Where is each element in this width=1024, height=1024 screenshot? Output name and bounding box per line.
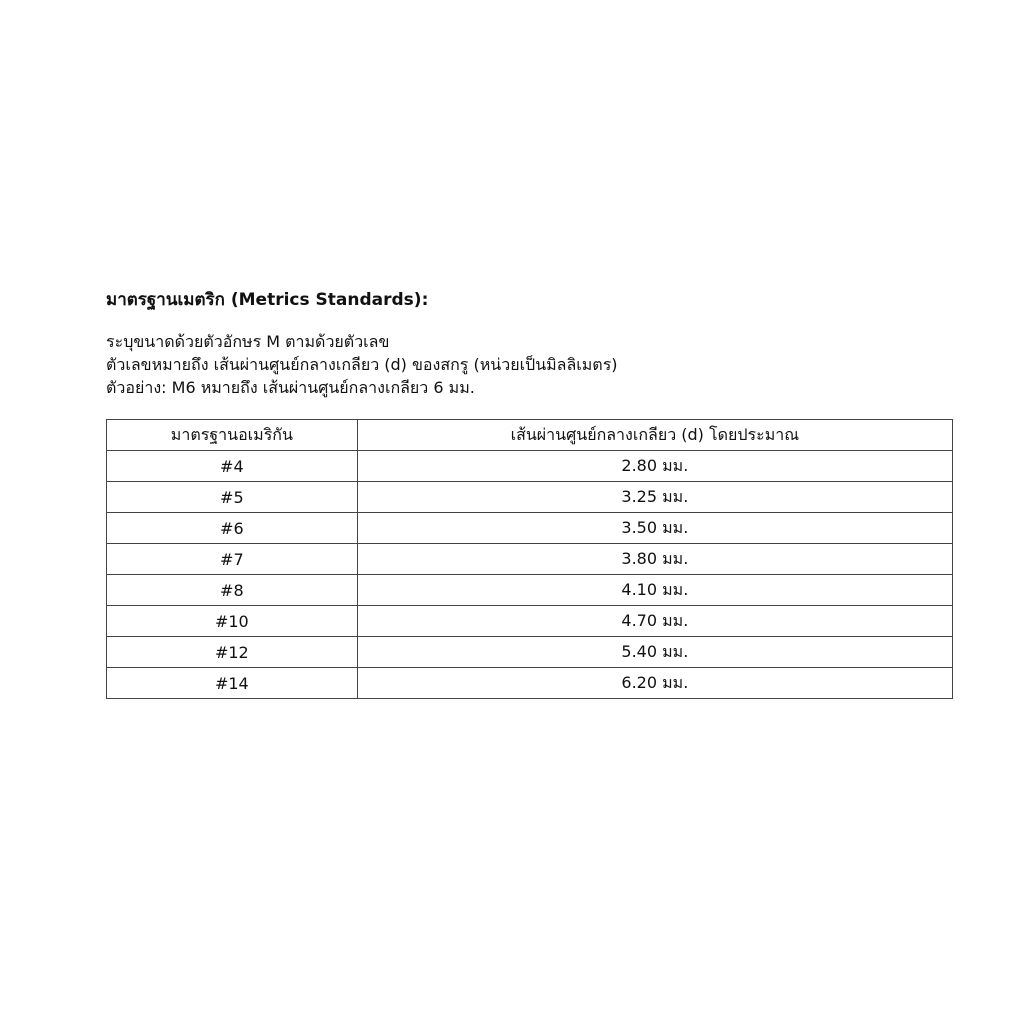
table-row — [107, 544, 953, 575]
size-table — [106, 419, 953, 699]
column-header-thread-diameter: เส้นผ่านศูนย์กลางเกลียว (d) โดยประมาณ — [357, 420, 952, 451]
size-cell: #10 — [107, 606, 358, 637]
size-cell: #7 — [107, 544, 358, 575]
table-row — [107, 575, 953, 606]
diameter-cell: 2.80 มม. — [357, 451, 952, 482]
description-block — [106, 330, 618, 399]
table-row — [107, 606, 953, 637]
section-heading: มาตรฐานเมตริก (Metrics Standards): — [106, 290, 429, 310]
table-header-row — [107, 420, 953, 451]
size-cell: #14 — [107, 668, 358, 699]
column-header-american-standard: มาตรฐานอเมริกัน — [107, 420, 358, 451]
description-line: ตัวอย่าง: M6 หมายถึง เส้นผ่านศูนย์กลางเกลียว 6 มม. — [106, 378, 475, 397]
table-row — [107, 668, 953, 699]
diameter-cell: 4.70 มม. — [357, 606, 952, 637]
size-cell: #6 — [107, 513, 358, 544]
diameter-cell: 3.50 มม. — [357, 513, 952, 544]
description-line: ระบุขนาดด้วยตัวอักษร M ตามด้วยตัวเลข — [106, 332, 390, 351]
diameter-cell: 6.20 มม. — [357, 668, 952, 699]
diameter-cell: 4.10 มม. — [357, 575, 952, 606]
diameter-cell: 5.40 มม. — [357, 637, 952, 668]
table-row — [107, 482, 953, 513]
diameter-cell: 3.25 มม. — [357, 482, 952, 513]
diameter-cell: 3.80 มม. — [357, 544, 952, 575]
table-row — [107, 451, 953, 482]
description-line: ตัวเลขหมายถึง เส้นผ่านศูนย์กลางเกลียว (d) ของสกรู (หน่วยเป็นมิลลิเมตร) — [106, 355, 618, 374]
size-cell: #12 — [107, 637, 358, 668]
size-cell: #5 — [107, 482, 358, 513]
table-row — [107, 513, 953, 544]
size-cell: #4 — [107, 451, 358, 482]
size-cell: #8 — [107, 575, 358, 606]
table-row — [107, 637, 953, 668]
